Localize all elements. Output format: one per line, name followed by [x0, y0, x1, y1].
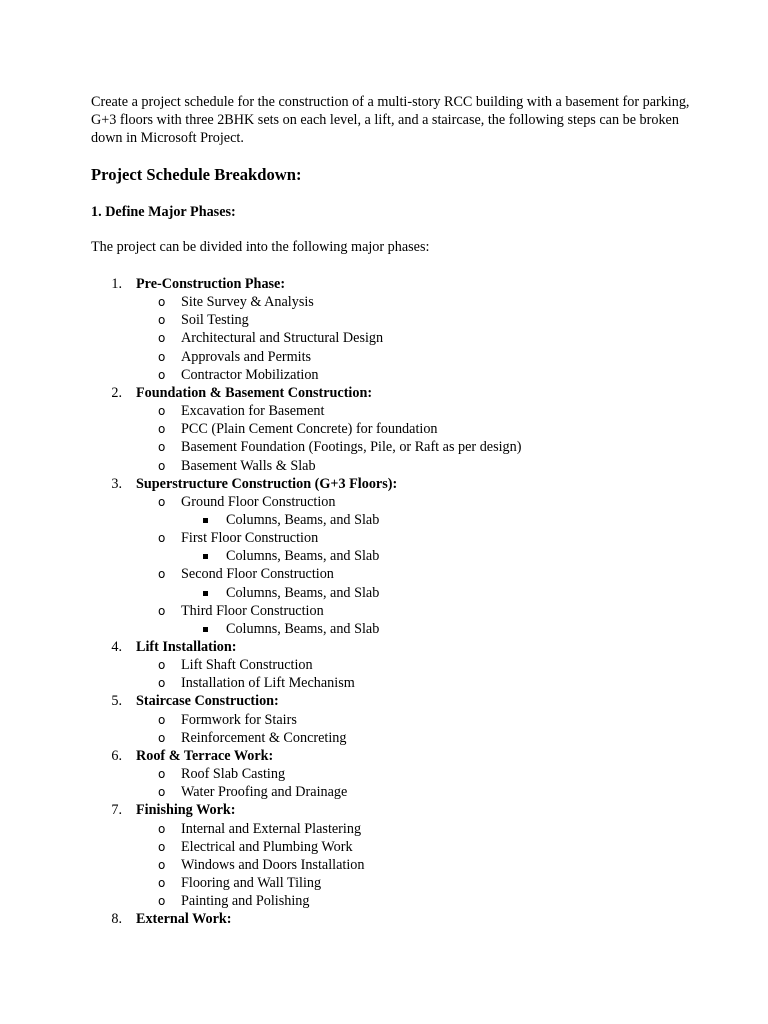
sub-list-item: Columns, Beams, and Slab [226, 511, 380, 528]
list-item: Installation of Lift Mechanism [181, 675, 355, 692]
sub-list-item: Columns, Beams, and Slab [226, 548, 380, 565]
list-item: Reinforcement & Concreting [181, 729, 347, 746]
sub-list-item: Columns, Beams, and Slab [226, 584, 380, 601]
circle-bullet-icon: o [158, 422, 166, 437]
list-item: Approvals and Permits [181, 348, 312, 365]
phase-title [136, 384, 372, 402]
list-item: First Floor Construction [181, 530, 319, 547]
square-bullet-icon [203, 518, 208, 523]
phase-number: 7. [111, 802, 122, 819]
list-item: Flooring and Wall Tiling [181, 874, 322, 891]
list-item: Water Proofing and Drainage [181, 784, 348, 801]
list-item: Painting and Polishing [181, 893, 310, 910]
circle-bullet-icon: o [158, 875, 166, 890]
square-bullet-icon [203, 554, 208, 559]
phase-title [136, 275, 285, 293]
list-item: Internal and External Plastering [181, 820, 362, 837]
list-item: Lift Shaft Construction [181, 657, 313, 674]
phase-title-text: Pre-Construction Phase: [136, 276, 286, 292]
list-item: Soil Testing [181, 312, 249, 329]
list-item: Excavation for Basement [181, 403, 325, 420]
phase-number: 5. [111, 693, 122, 710]
list-item: Electrical and Plumbing Work [181, 838, 353, 855]
circle-bullet-icon: o [158, 458, 166, 473]
circle-bullet-icon: o [158, 712, 166, 727]
circle-bullet-icon: o [158, 676, 166, 691]
circle-bullet-icon: o [158, 313, 166, 328]
list-item: Roof Slab Casting [181, 766, 286, 783]
circle-bullet-icon: o [158, 494, 166, 509]
phase-title-text: Lift Installation: [136, 639, 237, 655]
list-item: Architectural and Structural Design [181, 330, 384, 347]
page-heading: Project Schedule Breakdown: [91, 165, 302, 184]
circle-bullet-icon: o [158, 367, 166, 382]
intro-paragraph: Create a project schedule for the construction of a multi-story RCC building with a basement for parking, G+3 floors with three 2BHK sets on each level, a lift, and a staircase, the following steps can be broken down in Microsoft Project. [91, 94, 690, 146]
phase-title-text: Superstructure Construction (G+3 Floors): [136, 475, 398, 492]
phase-title-text: Roof & Terrace Work: [136, 747, 274, 764]
circle-bullet-icon: o [158, 821, 166, 836]
phase-number: 2. [111, 384, 122, 401]
list-item: Ground Floor Construction [181, 493, 336, 510]
circle-bullet-icon: o [158, 440, 166, 455]
circle-bullet-icon: o [158, 404, 166, 419]
phase-number: 1. [111, 276, 122, 292]
phase-title [136, 692, 279, 710]
phase-title [136, 801, 235, 819]
phase-title [136, 475, 397, 493]
circle-bullet-icon: o [158, 658, 166, 673]
phase-title-text: Finishing Work: [136, 802, 236, 819]
phase-title-text: Foundation & Basement Construction: [136, 384, 373, 401]
list-item: Formwork for Stairs [181, 711, 297, 728]
list-item: Second Floor Construction [181, 566, 334, 583]
circle-bullet-icon: o [158, 349, 166, 364]
phase-title-text: Staircase Construction: [136, 693, 279, 710]
list-item: Contractor Mobilization [181, 366, 319, 383]
square-bullet-icon [203, 591, 208, 596]
phase-number: 3. [111, 475, 122, 492]
lead-paragraph: The project can be divided into the following major phases: [91, 239, 430, 255]
circle-bullet-icon: o [158, 894, 166, 909]
circle-bullet-icon: o [158, 603, 166, 618]
phase-number: 6. [111, 747, 122, 764]
list-item: Basement Foundation (Footings, Pile, or Raft as per design) [181, 439, 522, 456]
list-item: Windows and Doors Installation [181, 856, 365, 873]
circle-bullet-icon: o [158, 331, 166, 346]
circle-bullet-icon: o [158, 785, 166, 800]
section-heading: 1. Define Major Phases: [91, 204, 236, 220]
phase-title [136, 910, 232, 928]
list-item: Site Survey & Analysis [181, 294, 314, 311]
circle-bullet-icon: o [158, 730, 166, 745]
list-item: Third Floor Construction [181, 602, 324, 619]
circle-bullet-icon: o [158, 531, 166, 546]
phase-title [136, 638, 237, 656]
circle-bullet-icon: o [158, 839, 166, 854]
phase-title-text: External Work: [136, 911, 232, 928]
list-item: PCC (Plain Cement Concrete) for foundation [181, 421, 438, 438]
phase-title [136, 747, 273, 765]
square-bullet-icon [203, 627, 208, 632]
circle-bullet-icon: o [158, 295, 166, 310]
sub-list-item: Columns, Beams, and Slab [226, 620, 380, 637]
phase-number: 4. [111, 639, 122, 655]
list-item: Basement Walls & Slab [181, 457, 316, 474]
circle-bullet-icon: o [158, 857, 166, 872]
circle-bullet-icon: o [158, 567, 166, 582]
phase-number: 8. [111, 911, 122, 928]
circle-bullet-icon: o [158, 767, 166, 782]
